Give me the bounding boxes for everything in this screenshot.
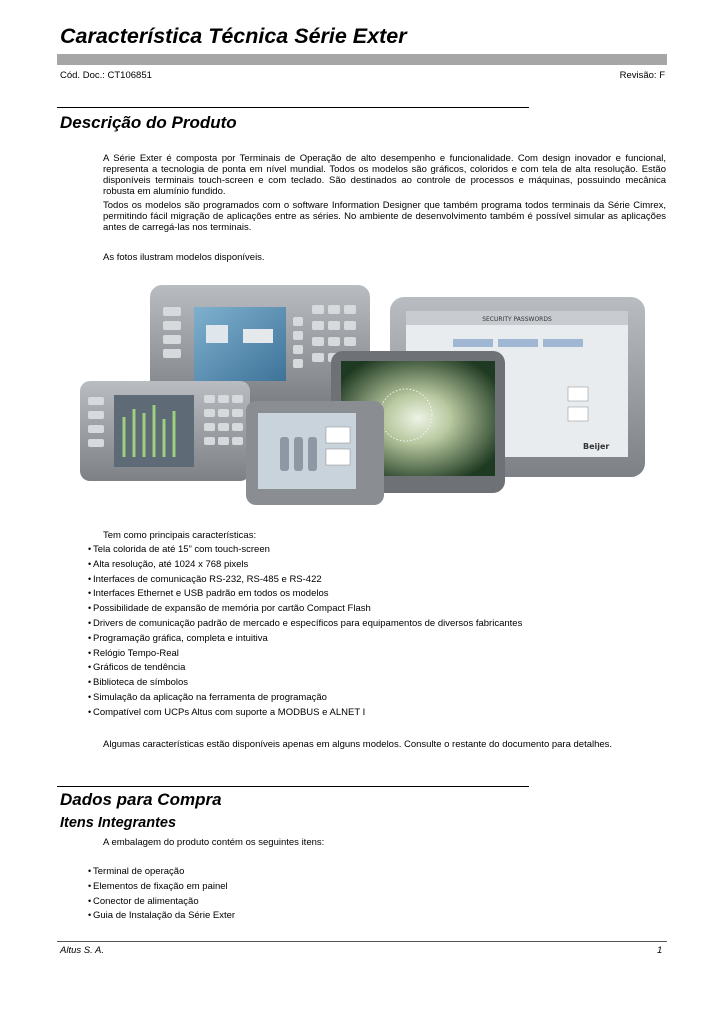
items-intro: A embalagem do produto contém os seguintes itens:: [103, 837, 325, 848]
security-title: SECURITY PASSWORDS: [482, 316, 552, 323]
list-item: • Possibilidade de expansão de memória por cartão Compact Flash: [88, 603, 371, 615]
features-list: [88, 542, 522, 720]
list-item: • Simulação da aplicação na ferramenta de programação: [88, 691, 327, 703]
list-item: • Interfaces Ethernet e USB padrão em todos os modelos: [88, 588, 329, 600]
list-item: • Interfaces de comunicação RS-232, RS-485 e RS-422: [88, 573, 322, 585]
section-rule: [57, 786, 529, 787]
footer-company: Altus S. A.: [60, 945, 104, 956]
list-item: • Biblioteca de símbolos: [88, 677, 189, 689]
features-note: Algumas características estão disponíveis apenas em alguns modelos. Consulte o restante do documento para detalhes.: [103, 739, 613, 750]
list-item: • Guia de Instalação da Série Exter: [88, 910, 236, 922]
title-bar: [57, 54, 667, 65]
list-item: • Compatível com UCPs Altus com suporte a MODBUS e ALNET I: [88, 706, 366, 718]
document-title: Característica Técnica Série Exter: [60, 24, 407, 48]
section-heading-purchase: Dados para Compra: [60, 790, 222, 809]
section-rule: [57, 107, 529, 108]
description-paragraph-1: A Série Exter é composta por Terminais de Operação de alto desempenho e funcionalidade. Com design inovador e funcional, representa a tecnologia de ponta em nível mundial. Todos os modelos são gráficos, coloridos e com tela de alta resolução. Estão disponíveis terminais touch-screen e com teclado. São destinados ao controle de processos e máquinas, possuindo mecânica robusta em alumínio fundido.: [103, 153, 666, 197]
product-photo: [58, 277, 665, 509]
list-item: • Conector de alimentação: [88, 895, 199, 907]
items-list: [88, 864, 235, 923]
list-item: • Relógio Tempo-Real: [88, 647, 179, 659]
list-item: • Elementos de fixação em painel: [88, 880, 228, 892]
list-item: • Gráficos de tendência: [88, 662, 186, 674]
footer-rule: [57, 941, 667, 942]
page-number: 1: [657, 945, 663, 956]
photos-note: As fotos ilustram modelos disponíveis.: [103, 252, 265, 263]
list-item: • Programação gráfica, completa e intuitiva: [88, 632, 268, 644]
list-item: • Terminal de operação: [88, 866, 185, 877]
brand-right: Beijer: [583, 442, 610, 451]
section-heading-description: Descrição do Produto: [60, 113, 237, 132]
list-item: • Tela colorida de até 15” com touch-screen: [88, 544, 270, 555]
features-intro: Tem como principais características:: [103, 530, 257, 541]
list-item: • Alta resolução, até 1024 x 768 pixels: [88, 558, 249, 570]
list-item: • Drivers de comunicação padrão de mercado e específicos para equipamentos de diversos fabricantes: [88, 617, 523, 629]
description-paragraph-2: Todos os modelos são programados com o software Information Designer que também programa todos terminais da Série Cimrex, permitindo fácil migração de aplicações entre as séries. No ambiente de desenvolvimento também é possível simular as aplicações antes de carregá-las nos terminais.: [103, 200, 666, 233]
revision: Revisão: F: [619, 70, 665, 81]
doc-code: Cód. Doc.: CT106851: [60, 70, 152, 81]
subheading-items: Itens Integrantes: [60, 815, 177, 831]
